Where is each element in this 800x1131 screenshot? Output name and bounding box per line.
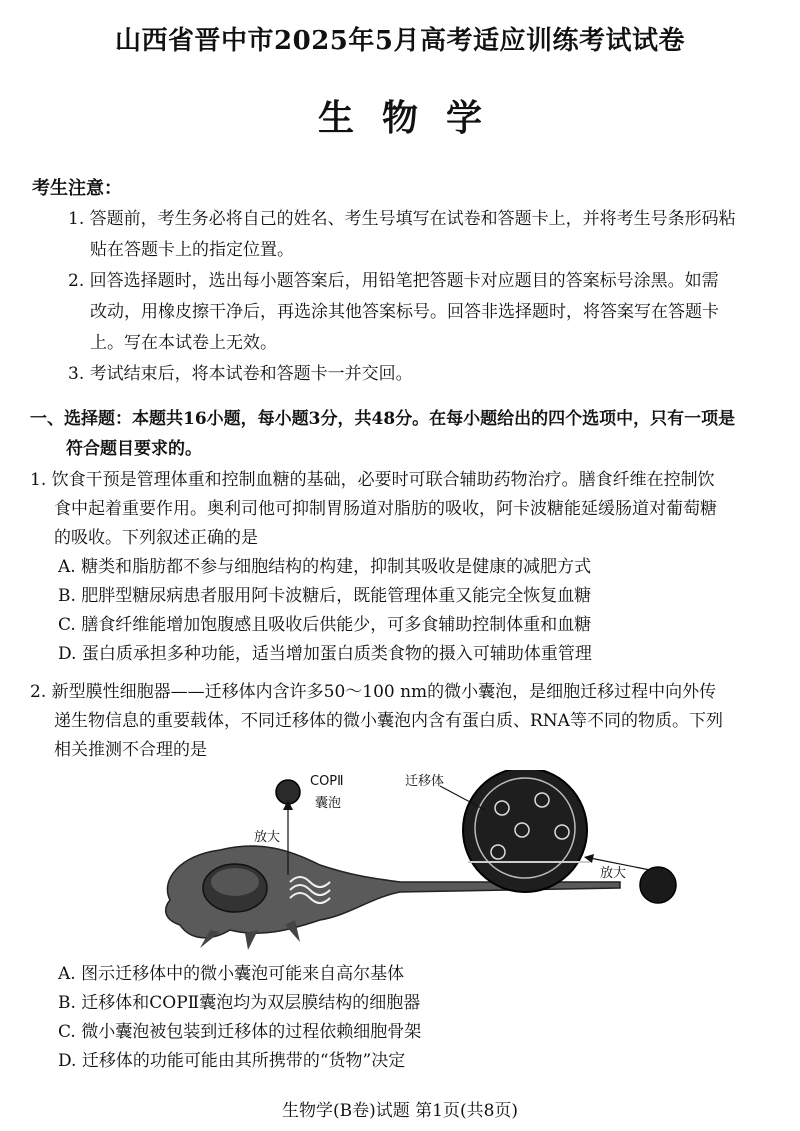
subject-title: 生物学 [317, 97, 510, 139]
notice-item-continuation: 贴在答题卡上的指定位置。 [90, 240, 294, 260]
option-d: D. 蛋白质承担多种功能，适当增加蛋白质类食物的摄入可辅助体重管理 [58, 644, 592, 664]
notice-item [68, 204, 780, 266]
page-footer: 生物学(B卷)试题 第1页(共8页) [281, 1101, 519, 1121]
option-c: C. 微小囊泡被包装到迁移体的过程依赖细胞骨架 [58, 1022, 422, 1042]
option-b: B. 肥胖型糖尿病患者服用阿卡波糖后，既能管理体重又能完全恢复血糖 [58, 586, 592, 606]
notice-item-text: 回答选择题时，选出每小题答案后，用铅笔把答题卡对应题目的答案标号涂黑。如需 [89, 271, 719, 291]
option-d: D. 迁移体的功能可能由其所携带的“货物”决定 [58, 1051, 406, 1071]
question-stem: 2. 新型膜性细胞器——迁移体内含许多50～100 nm的微小囊泡，是细胞迁移过程中向外传 [30, 682, 717, 702]
cell-spike [245, 930, 258, 950]
question-1 [30, 466, 782, 669]
notice-list [68, 204, 780, 390]
notice-item-text: 考试结束后，将本试卷和答题卡一并交回。 [89, 364, 413, 384]
notice-item [68, 266, 780, 359]
notice-item-continuation: 上。写在本试卷上无效。 [90, 333, 277, 353]
question-stem: 递生物信息的重要载体，不同迁移体的微小囊泡内含有蛋白质、RNA等不同的物质。下列 [54, 711, 723, 731]
notice-item-continuation: 改动，用橡皮擦干净后，再选涂其他答案标号。回答非选择题时，将答案写在答题卡 [90, 302, 719, 322]
notice-heading: 考生注意： [32, 178, 122, 199]
option-a: A. 图示迁移体中的微小囊泡可能来自高尔基体 [58, 964, 405, 984]
notice-item-number: 2. [68, 271, 85, 291]
section-line: 一、选择题：本题共16小题，每小题3分，共48分。在每小题给出的四个选项中，只有一项是 [30, 409, 736, 429]
migrasome-label: 迁移体 [405, 774, 445, 789]
migrasome-figure [150, 770, 710, 950]
notice-item-number: 1. [68, 209, 85, 229]
option-b: B. 迁移体和COPⅡ囊泡均为双层膜结构的细胞器 [58, 993, 421, 1013]
question-2 [30, 678, 782, 765]
exam-title: 山西省晋中市2025年5月高考适应训练考试试卷 [115, 26, 685, 56]
question-stem: 的吸收。下列叙述正确的是 [54, 528, 258, 548]
question-2-options [30, 960, 730, 1076]
option-c: C. 膳食纤维能增加饱腹感且吸收后供能少，可多食辅助控制体重和血糖 [58, 615, 592, 635]
question-stem: 1. 饮食干预是管理体重和控制血糖的基础，必要时可联合辅助药物治疗。膳食纤维在控制饮 [30, 470, 715, 490]
notice-item-number: 3. [68, 364, 85, 384]
question-stem: 相关推测不合理的是 [54, 740, 207, 760]
notice-item-text: 答题前，考生务必将自己的姓名、考生号填写在试卷和答题卡上，并将考生号条形码粘 [89, 209, 736, 229]
cell-nucleolus [211, 868, 259, 896]
option-a: A. 糖类和脂肪都不参与细胞结构的构建，抑制其吸收是健康的减肥方式 [58, 557, 592, 577]
question-stem: 食中起着重要作用。奥利司他可抑制胃肠道对脂肪的吸收，阿卡波糖能延缓肠道对葡萄糖 [54, 499, 717, 519]
section-line: 符合题目要求的。 [66, 439, 202, 459]
copii-label: 囊泡 [315, 796, 342, 811]
magnify-label: 放大 [600, 866, 627, 881]
notice-item [68, 359, 780, 390]
magnify-label: 放大 [254, 830, 281, 845]
section-heading [30, 404, 782, 464]
migrasome-diagram [150, 770, 710, 950]
migrasome-small [640, 867, 676, 903]
copii-label: COPⅡ [310, 774, 344, 789]
